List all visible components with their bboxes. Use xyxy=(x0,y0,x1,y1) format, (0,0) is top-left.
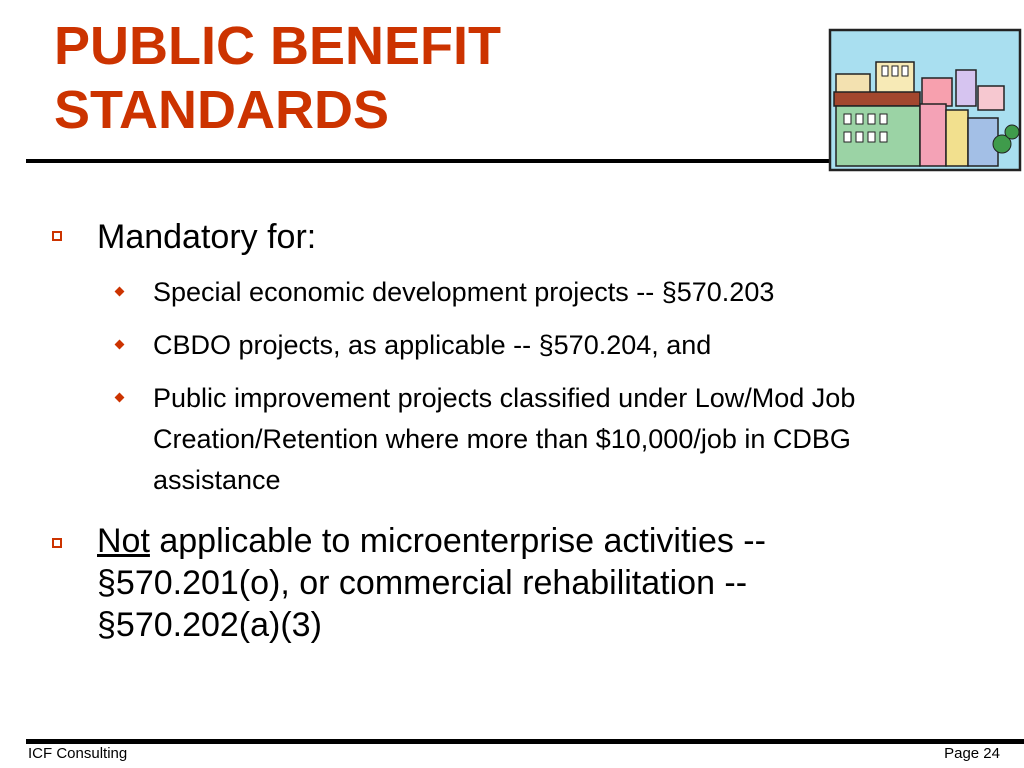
square-bullet-icon xyxy=(52,538,62,548)
bullet-not-applicable xyxy=(97,520,907,646)
footer-company: ICF Consulting xyxy=(28,745,128,762)
title-divider xyxy=(26,159,880,163)
not-emphasis: Not xyxy=(97,522,150,560)
sub-bullet-public-improvement: Public improvement projects classified under Low/Mod Job Creation/Retention where more than $10,000/job in CDBG assistance xyxy=(153,383,856,495)
slide-title: PUBLIC BENEFIT STANDARDS xyxy=(54,16,502,140)
footer-page-number: Page 24 xyxy=(944,745,1000,762)
diamond-bullet-icon xyxy=(115,393,125,403)
bullet-not-applicable-text: applicable to microenterprise activities -- §570.201(o), or commercial rehabilitation -- §570.202(a)(3) xyxy=(97,522,766,644)
footer-divider xyxy=(26,739,1024,744)
city-buildings-clipart-icon xyxy=(826,26,1024,174)
bullet-mandatory: Mandatory for: xyxy=(97,218,317,256)
diamond-bullet-icon xyxy=(115,287,125,297)
square-bullet-icon xyxy=(52,231,62,241)
sub-bullet-cbdo: CBDO projects, as applicable -- §570.204, and xyxy=(153,330,712,360)
diamond-bullet-icon xyxy=(115,340,125,350)
sub-bullet-special-economic: Special economic development projects -- §570.203 xyxy=(153,277,775,307)
